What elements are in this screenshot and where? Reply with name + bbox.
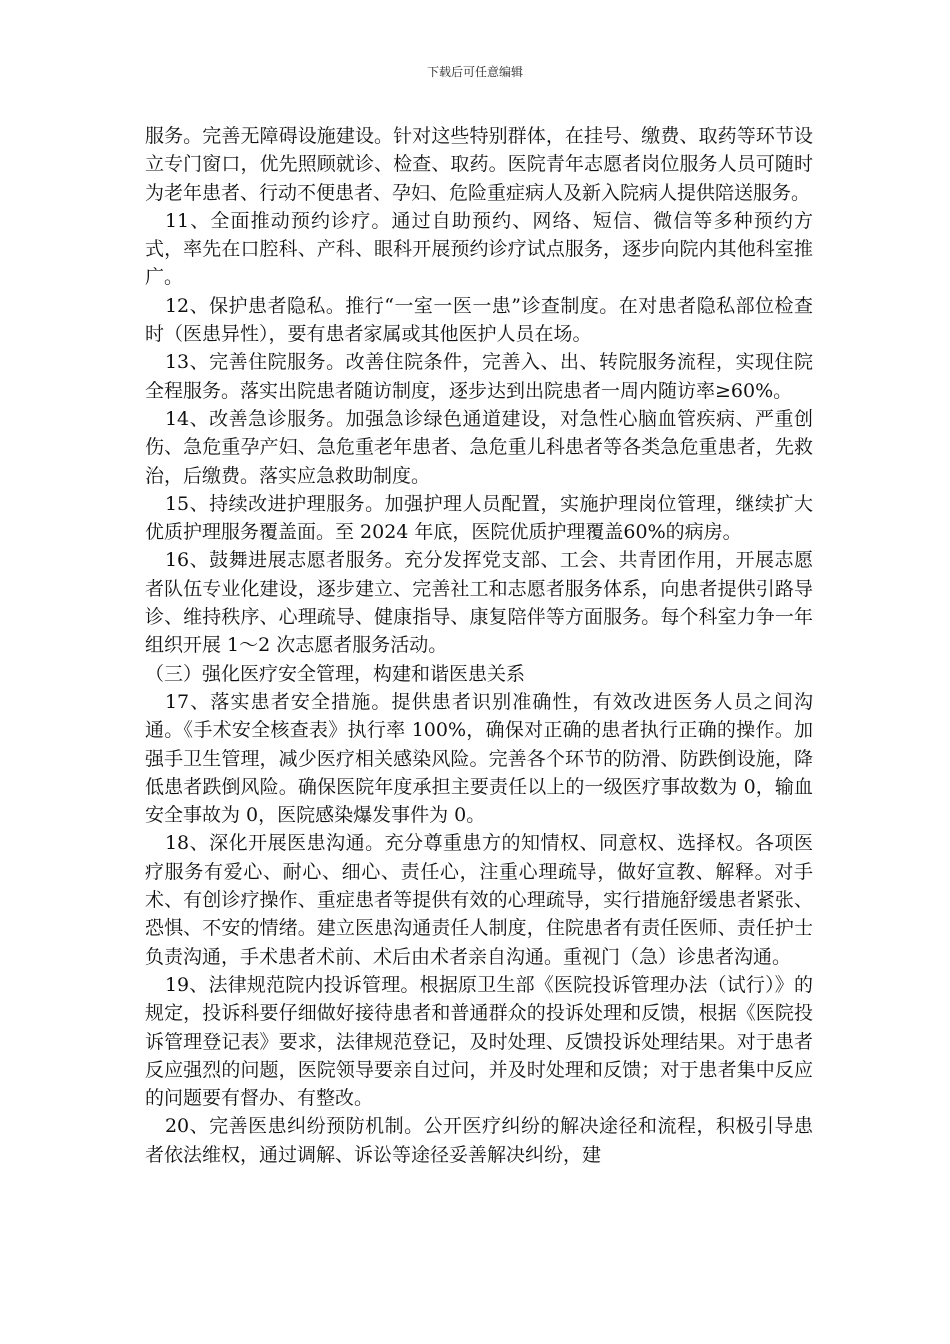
paragraph-6: 16、鼓舞进展志愿者服务。充分发挥党支部、工会、共青团作用，开展志愿者队伍专业化建设，逐步建立、完善社工和志愿者服务体系，向患者提供引路导诊、维持秩序、心理疏导、健康指导、康复陪伴等方面服务。每个科室力争一年组织开展 1～2 次志愿者服务活动。 [145, 549, 813, 657]
paragraph-11: 20、完善医患纠纷预防机制。公开医疗纠纷的解决途径和流程，积极引导患者依法维权，通过调解、诉讼等途径妥善解决纠纷，建 [145, 1115, 813, 1166]
paragraph-9: 18、深化开展医患沟通。充分尊重患方的知情权、同意权、选择权。各项医疗服务有爱心、耐心、细心、责任心，注重心理疏导，做好宣教、解释。对手术、有创诊疗操作、重症患者等提供有效的心理疏导，实行措施舒缓患者紧张、恐惧、不安的情绪。建立医患沟通责任人制度，住院患者有责任医师、责任护士负责沟通，手术患者术前、术后由术者亲自沟通。重视门（急）诊患者沟通。 [145, 832, 813, 968]
document-body [145, 122, 813, 1169]
paragraph-0: 服务。完善无障碍设施建设。针对这些特别群体，在挂号、缴费、取药等环节设立专门窗口，优先照顾就诊、检查、取药。医院青年志愿者岗位服务人员可随时为老年患者、行动不便患者、孕妇、危险重症病人及新入院病人提供陪送服务。 [145, 125, 813, 204]
paragraph-5: 15、持续改进护理服务。加强护理人员配置，实施护理岗位管理，继续扩大优质护理服务覆盖面。至 2024 年底，医院优质护理覆盖60%的病房。 [145, 492, 813, 544]
paragraph-4: 14、改善急诊服务。加强急诊绿色通道建设，对急性心脑血管疾病、严重创伤、急危重孕产妇、急危重老年患者、急危重儿科患者等各类急危重患者，先救治，后缴费。落实应急救助制度。 [145, 407, 813, 487]
paragraph-1: 11、全面推动预约诊疗。通过自助预约、网络、短信、微信等多种预约方式，率先在口腔科、产科、眼科开展预约诊疗试点服务，逐步向院内其他科室推广。 [145, 209, 813, 289]
paragraph-2: 12、保护患者隐私。推行“一室一医一患”诊查制度。在对患者隐私部位检查时（医患异性），要有患者家属或其他医护人员在场。 [145, 294, 813, 346]
paragraph-10: 19、法律规范院内投诉管理。根据原卫生部《医院投诉管理办法（试行）》的规定，投诉科要仔细做好接待患者和普通群众的投诉处理和反馈，根据《医院投诉管理登记表》要求，法律规范登记，及时处理、反馈投诉处理结果。对于患者反应强烈的问题，医院领导要亲自过问，并及时处理和反馈；对于患者集中反应的问题要有督办、有整改。 [145, 973, 813, 1110]
paragraph-3: 13、完善住院服务。改善住院条件，完善入、出、转院服务流程，实现住院全程服务。落实出院患者随访制度，逐步达到出院患者一周内随访率≥60%。 [145, 351, 813, 402]
paragraph-8: 17、落实患者安全措施。提供患者识别准确性，有效改进医务人员之间沟通。《手术安全核查表》执行率 100%，确保对正确的患者执行正确的操作。加强手卫生管理，减少医疗相关感染风险。完善各个环节的防滑、防跌倒设施，降低患者跌倒风险。确保医院年度承担主要责任以上的一级医疗事故数为 0，输血安全事故为 0，医院感染爆发事件为 0。 [145, 690, 813, 827]
section-heading: （三）强化医疗安全管理，构建和谐医患关系 [145, 662, 526, 685]
page-header: 下载后可任意编辑 [426, 65, 523, 79]
